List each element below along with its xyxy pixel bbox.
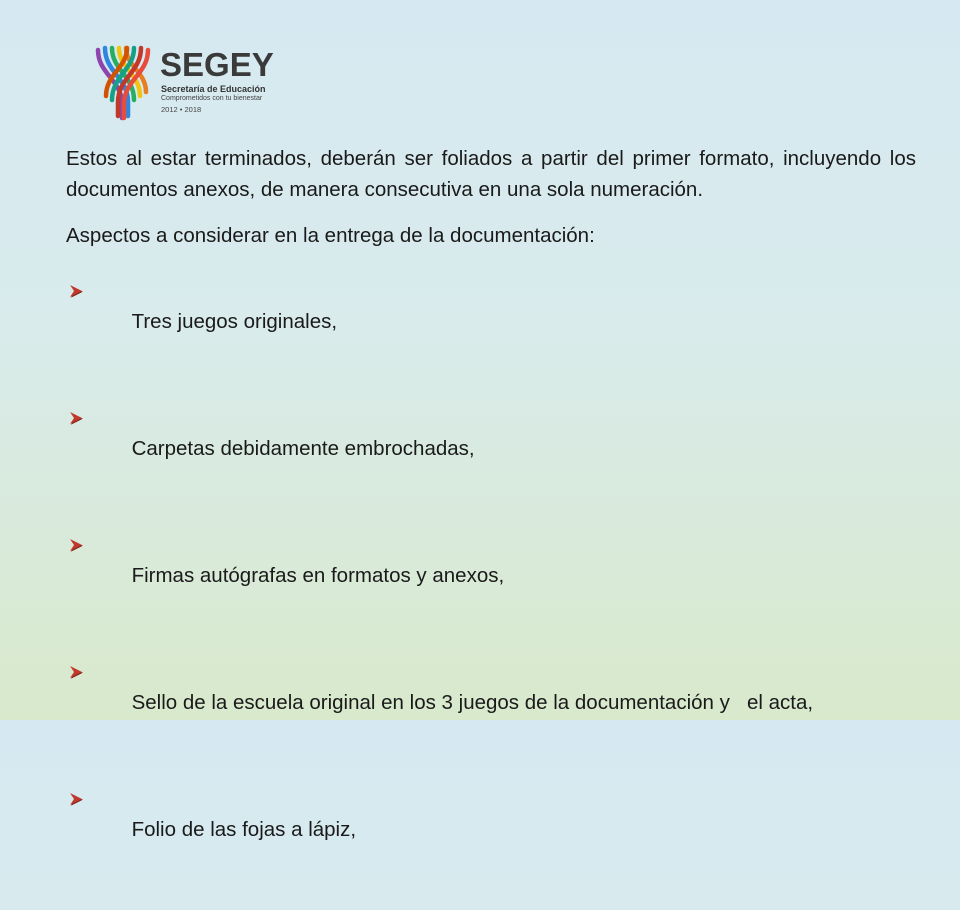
- logo-subtitle: Secretaría de Educación: [161, 84, 266, 94]
- list-item-text: Sello de la escuela original en los 3 juegos de la documentación y el acta,: [131, 691, 814, 714]
- arrowhead-bullet-icon: [68, 791, 84, 807]
- bullet-list: [66, 275, 916, 876]
- list-item-text: Firmas autógrafas en formatos y anexos,: [131, 564, 505, 587]
- list-item: [66, 275, 916, 368]
- arrowhead-bullet-icon: [68, 283, 84, 299]
- list-item: [66, 402, 916, 495]
- arrowhead-bullet-icon: [68, 664, 84, 680]
- list-item-text: Carpetas debidamente embrochadas,: [131, 437, 475, 460]
- list-item-text: Folio de las fojas a lápiz,: [131, 818, 357, 841]
- segey-logo-icon: [92, 44, 154, 122]
- slide-content: [66, 143, 916, 910]
- arrowhead-bullet-icon: [68, 537, 84, 553]
- list-item: [66, 783, 916, 876]
- list-item: [66, 656, 916, 749]
- list-item-text: Tres juegos originales,: [131, 310, 338, 333]
- arrowhead-bullet-icon: [68, 410, 84, 426]
- list-item: [66, 529, 916, 622]
- logo-slogan: Comprometidos con tu bienestar: [161, 95, 263, 102]
- logo-years: 2012 • 2018: [161, 105, 202, 114]
- logo-brand: SEGEY: [160, 46, 274, 83]
- section-heading: Aspectos a considerar en la entrega de la documentación:: [66, 224, 595, 247]
- intro-paragraph: Estos al estar terminados, deberán ser foliados a partir del primer formato, incluyendo los documentos anexos, de manera consecutiva en una sola numeración.: [66, 147, 916, 201]
- segey-logo: [92, 44, 282, 124]
